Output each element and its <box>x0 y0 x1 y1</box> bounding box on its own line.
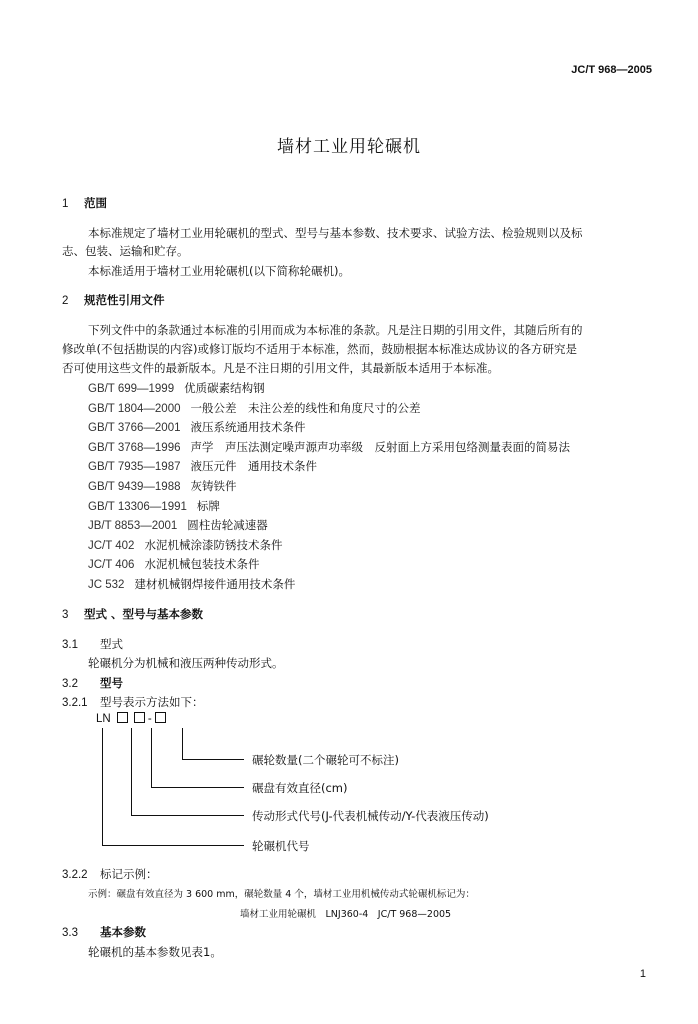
model-pattern <box>96 712 169 725</box>
reference-item <box>88 537 282 553</box>
subsection-title: 基本参数 <box>100 925 146 939</box>
reference-item <box>88 498 220 514</box>
reference-title: 标牌 <box>196 499 220 513</box>
subsection-number: 3.2.1 <box>62 697 88 709</box>
paragraph: 修改单(不包括勘误的内容)或修订版均不适用于本标准，然而，鼓励根据本标准达成协议的各方研究是 <box>62 342 577 356</box>
connector-line <box>102 845 244 846</box>
subsection-title: 型式 <box>100 637 123 651</box>
subsection-3-3 <box>62 924 146 940</box>
section-title: 范围 <box>84 196 107 210</box>
reference-title: 圆柱齿轮减速器 <box>187 518 268 532</box>
section-number: 2 <box>62 295 69 307</box>
reference-item <box>88 458 317 474</box>
subsection-3-2-2 <box>62 866 158 882</box>
subsection-3-1 <box>62 636 123 652</box>
subsection-3-2 <box>62 675 123 691</box>
subsection-number: 3.1 <box>62 639 78 651</box>
reference-code: GB/T 9439—1988 <box>88 481 181 493</box>
label-machine-code: 轮碾机代号 <box>252 839 310 853</box>
connector-line <box>102 728 103 846</box>
reference-code: GB/T 7935—1987 <box>88 461 181 473</box>
page-title: 墙材工业用轮碾机 <box>277 137 421 157</box>
paragraph: 本标准规定了墙材工业用轮碾机的型式、型号与基本参数、技术要求、试验方法、检验规则以及标 <box>88 226 583 240</box>
page-number: 1 <box>639 968 646 980</box>
example-text: 示例：碾盘有效直径为 3 600 mm，碾轮数量 4 个，墙材工业用机械传动式轮碾机标记为： <box>88 889 475 900</box>
example-marking: 墙材工业用轮碾机 LNJ360-4 JC/T 968—2005 <box>240 909 452 920</box>
subsection-3-2-1 <box>62 694 204 710</box>
subsection-number: 3.3 <box>62 927 78 939</box>
connector-line <box>131 728 132 816</box>
reference-code: GB/T 1804—2000 <box>88 403 181 415</box>
paragraph: 下列文件中的条款通过本标准的引用而成为本标准的条款。凡是注日期的引用文件，其随后所有的 <box>88 323 583 337</box>
reference-code: GB/T 13306—1991 <box>88 501 187 513</box>
reference-code: GB/T 699—1999 <box>88 383 175 395</box>
paragraph: 轮碾机分为机械和液压两种传动形式。 <box>88 656 284 670</box>
placeholder-box <box>155 712 166 723</box>
subsection-text: 型号表示方法如下： <box>100 695 204 709</box>
section-title: 规范性引用文件 <box>84 293 165 307</box>
connector-line <box>151 728 152 788</box>
reference-title: 声学 声压法测定噪声源声功率级 反射面上方采用包络测量表面的简易法 <box>190 440 570 454</box>
connector-line <box>151 787 244 788</box>
section-number: 3 <box>62 609 69 621</box>
model-prefix: LN <box>96 713 111 725</box>
label-pan-diameter: 碾盘有效直径(cm) <box>252 781 348 795</box>
reference-item <box>88 556 259 572</box>
subsection-title: 型号 <box>100 676 123 690</box>
reference-item <box>88 400 421 416</box>
reference-item <box>88 380 265 396</box>
reference-title: 一般公差 未注公差的线性和角度尺寸的公差 <box>190 401 421 415</box>
section-number: 1 <box>62 198 69 210</box>
paragraph: 否可使用这些文件的最新版本。凡是不注日期的引用文件，其最新版本适用于本标准。 <box>62 361 499 375</box>
reference-title: 水泥机械包装技术条件 <box>144 557 260 571</box>
paragraph: 本标准适用于墙材工业用轮碾机(以下简称轮碾机)。 <box>88 264 350 278</box>
placeholder-box <box>117 712 128 723</box>
connector-line <box>131 815 244 816</box>
subsection-number: 3.2 <box>62 678 78 690</box>
document-code: JC/T 968—2005 <box>571 64 652 76</box>
model-designation-diagram <box>96 712 576 852</box>
reference-title: 液压系统通用技术条件 <box>190 420 306 434</box>
reference-code: JC 532 <box>88 579 125 591</box>
reference-title: 液压元件 通用技术条件 <box>190 459 317 473</box>
paragraph: 轮碾机的基本参数见表1。 <box>88 945 222 959</box>
section-1-heading <box>62 195 107 211</box>
reference-item <box>88 576 295 592</box>
connector-line <box>182 759 244 760</box>
reference-item <box>88 439 570 455</box>
subsection-number: 3.2.2 <box>62 869 88 881</box>
reference-item <box>88 419 306 435</box>
section-3-heading <box>62 606 203 622</box>
reference-title: 水泥机械涂漆防锈技术条件 <box>144 538 283 552</box>
subsection-title: 标记示例： <box>100 867 158 881</box>
reference-title: 优质碳素结构钢 <box>184 381 265 395</box>
label-drive-type: 传动形式代号(J-代表机械传动/Y-代表液压传动) <box>252 809 489 823</box>
paragraph: 志、包装、运输和贮存。 <box>62 244 189 258</box>
section-2-heading <box>62 292 165 308</box>
reference-code: GB/T 3766—2001 <box>88 422 181 434</box>
section-title: 型式 、型号与基本参数 <box>84 607 204 621</box>
reference-code: JC/T 406 <box>88 559 135 571</box>
reference-item <box>88 478 237 494</box>
reference-code: GB/T 3768—1996 <box>88 442 181 454</box>
model-separator: - <box>147 713 152 725</box>
connector-line <box>182 728 183 760</box>
reference-title: 建材机械钢焊接件通用技术条件 <box>134 577 296 591</box>
placeholder-box <box>134 712 145 723</box>
reference-title: 灰铸铁件 <box>190 479 237 493</box>
reference-item <box>88 517 268 533</box>
label-wheel-count: 碾轮数量(二个碾轮可不标注) <box>252 753 399 767</box>
reference-code: JC/T 402 <box>88 540 135 552</box>
reference-code: JB/T 8853—2001 <box>88 520 178 532</box>
